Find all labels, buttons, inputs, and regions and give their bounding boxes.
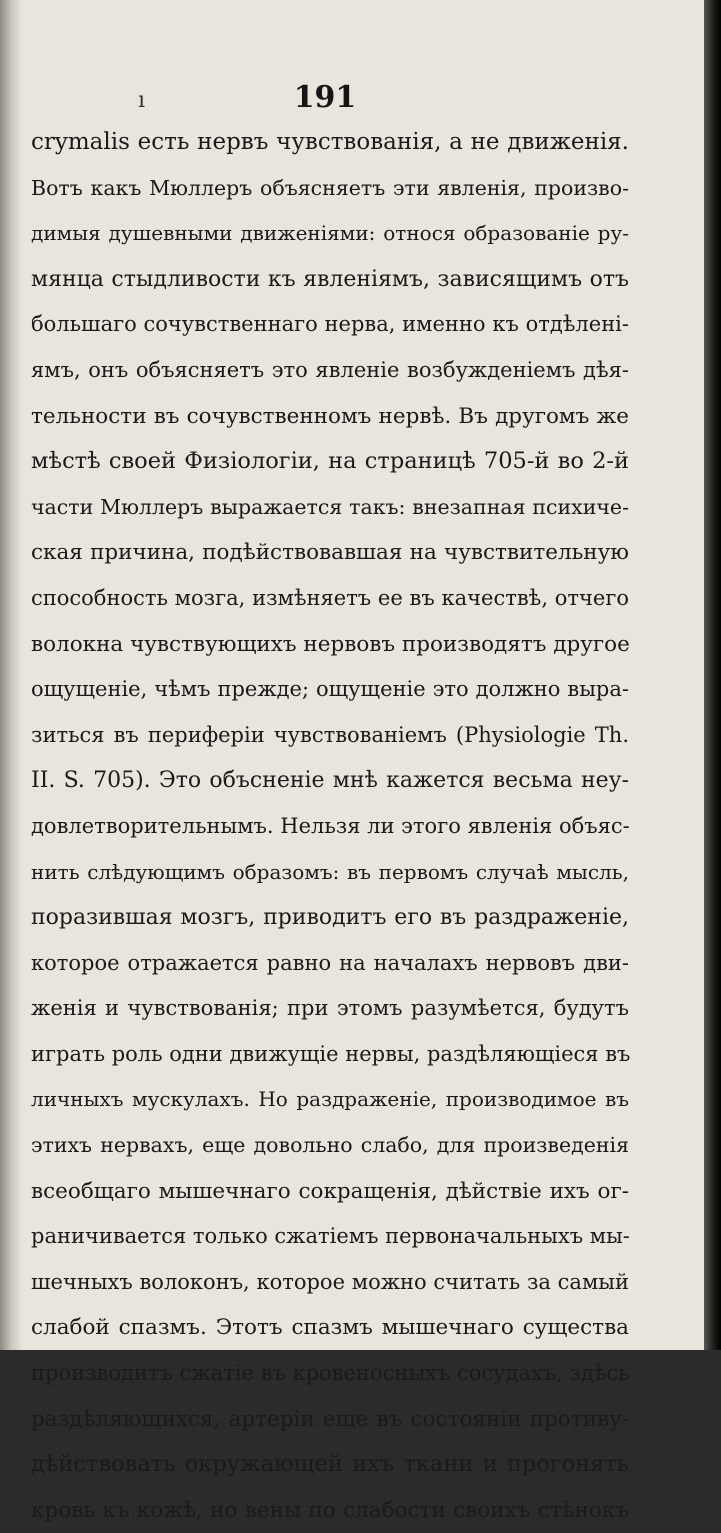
- text-line: тельности въ сочувственномъ нервѣ. Въ другомъ же: [31, 403, 629, 429]
- text-line: II. S. 705). Это объсненіе мнѣ кажется весьма неу-: [31, 768, 629, 794]
- text-line: слабой спазмъ. Этотъ спазмъ мышечнаго существа: [31, 1315, 629, 1341]
- text-line: играть роль одни движущіе нервы, раздѣляющіеся въ: [31, 1041, 631, 1066]
- text-line: ямъ, онъ объясняетъ это явленіе возбужденіемъ дѣя-: [31, 357, 629, 382]
- text-line: раздѣляющихся, артеріи еще въ состояніи противу-: [31, 1406, 629, 1432]
- text-line: нить слѣдующимъ образомъ: въ первомъ случаѣ мысль,: [31, 859, 629, 884]
- text-line: большаго сочувственнаго нерва, именно къ отдѣлені-: [31, 312, 629, 337]
- page-body-text: [31, 120, 629, 1533]
- text-line: способность мозга, измѣняетъ ее въ качествѣ, отчего: [31, 585, 629, 610]
- text-line: которое отражается равно на началахъ нервовъ дви-: [31, 950, 629, 975]
- text-line: мѣстѣ своей Физіологіи, на страницѣ 705-й во 2-й: [31, 448, 629, 475]
- text-line: Вотъ какъ Мюллеръ объясняетъ эти явленія, произво-: [31, 175, 629, 200]
- page-number: 191: [293, 80, 357, 115]
- text-line: поразившая мозгъ, приводитъ его въ раздраженіе,: [31, 905, 629, 931]
- text-line: личныхъ мускулахъ. Но раздраженіе, производимое въ: [31, 1087, 629, 1112]
- text-line: женія и чувствованія; при этомъ разумѣется, будутъ: [31, 996, 629, 1021]
- text-line: мянца стыдливости къ явленіямъ, зависящимъ отъ: [31, 266, 629, 292]
- text-line: довлетворительнымъ. Нельзя ли этого явленія объяс-: [31, 813, 630, 838]
- text-line: кровь къ кожѣ, но вены по слабости своихъ стѣнокъ: [31, 1497, 629, 1523]
- text-line: ощущеніе, чѣмъ прежде; ощущеніе это должно выра-: [31, 677, 629, 702]
- text-line: шечныхъ волоконъ, которое можно считать за самый: [31, 1269, 629, 1294]
- page-edge-shadow: [704, 0, 721, 1350]
- text-line: crymalis есть нервъ чувствованія, а не движенія.: [31, 129, 629, 155]
- text-line: раничивается только сжатіемъ первоначальныхъ мы-: [31, 1224, 630, 1249]
- text-line: зиться въ периферіи чувствованіемъ (Physiologie Th.: [31, 722, 629, 747]
- text-line: производитъ сжатіе въ кровеносныхъ сосудахъ, здѣсь: [31, 1361, 630, 1386]
- text-line: части Мюллеръ выражается такъ: внезапная психиче-: [31, 494, 629, 519]
- text-line: дѣйствовать окружающей ихъ ткани и прогонять: [31, 1451, 629, 1478]
- text-line: волокна чувствующихъ нервовъ производятъ другое: [31, 631, 630, 657]
- page-gutter-shadow: [0, 0, 22, 1350]
- text-line: димыя душевными движеніями: относя образованіе ру-: [31, 221, 629, 246]
- text-line: ская причина, подѣйствовавшая на чувствительную: [31, 540, 629, 566]
- margin-mark: ı: [138, 88, 146, 113]
- text-line: всеобщаго мышечнаго сокращенія, дѣйствіе ихъ ог-: [31, 1178, 629, 1204]
- text-line: этихъ нервахъ, еще довольно слабо, для произведенія: [31, 1133, 629, 1158]
